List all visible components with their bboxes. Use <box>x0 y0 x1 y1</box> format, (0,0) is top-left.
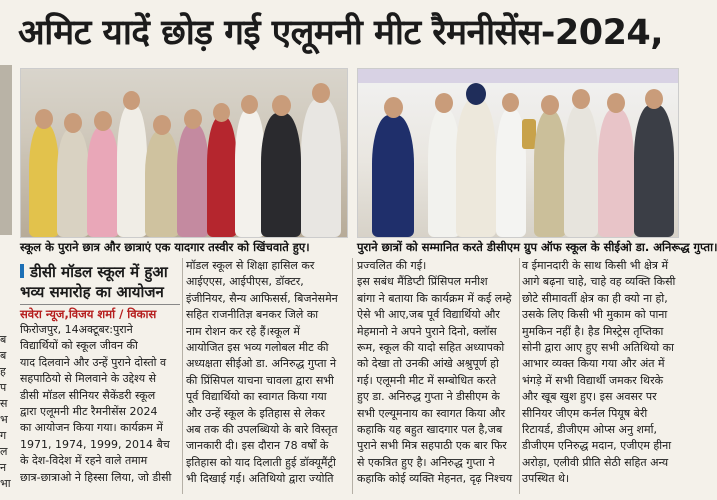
adjacent-text-line: ल <box>0 445 8 458</box>
article-line: कहाकि कोई व्यक्ति मेहनत, दृढ़ निश्चय <box>357 472 513 486</box>
article-line: द्वारा एलूमनी मीट रैमनीसेंस 2024 <box>20 405 158 419</box>
article-line: मुमकिन नहीं है। हैड मिस्ट्रेस तृप्तिका <box>522 324 664 338</box>
felicitation-photo <box>357 68 679 238</box>
article-line: उपस्थित थे। <box>522 472 570 486</box>
adjacent-text-line: स <box>0 397 8 410</box>
adjacent-text-line: ब <box>0 333 7 346</box>
article-line: और खूब खुश हुए। इस अवसर पर <box>522 390 657 404</box>
article-line: अब तक की उपलब्धियो के बारे विस्तृत <box>186 423 338 437</box>
article-column-2 <box>186 258 348 488</box>
accent-bar <box>20 264 24 278</box>
article-line: मेहमानो ने अपने पुराने दिनो, क्लॉस <box>357 324 497 338</box>
adjacent-text-line: भा <box>0 477 11 490</box>
article-line: नाम रोशन कर रहे हैं।स्कूल में <box>186 324 301 338</box>
article-line: इस सबंध मैंडिप्टी प्रिंसिपल मनीश <box>357 275 488 289</box>
subheading-line-2: भव्य समारोह का आयोजन <box>20 283 164 301</box>
article-line: पूर्व विद्यार्थियो का स्वागत किया गया <box>186 390 327 404</box>
article-line: गई। एलूमनी मीट में सम्बोधित करते <box>357 373 497 387</box>
adjacent-text-line: ग <box>0 429 7 442</box>
article-line: रिटायर्ड, डीजीएम ओप्स अनु शर्मा, <box>522 423 657 437</box>
adjacent-text-line: ह <box>0 365 6 378</box>
column-rule <box>519 258 520 494</box>
article-line: पुराने सभी मित्र सहपाठी एक बार फिर <box>357 439 507 453</box>
article-line: छोटे सीमावर्ती क्षेत्र का ही क्यो ना हो, <box>522 291 668 305</box>
article-line: सहित राजनीतिज्ञ बनकर जिले का <box>186 308 319 322</box>
article-line: और उन्हें स्कूल के इतिहास से लेकर <box>186 406 326 420</box>
article-line: अध्यक्षता सीईओ डा. अनिरुद्ध गुप्ता ने <box>186 357 337 371</box>
subheading-divider <box>20 304 180 305</box>
article-line: ऐसे भी आए,जब पूर्व विद्यार्थियो और <box>357 308 500 322</box>
article-line: कहाकि यह बहुत खादगार पल है,जब <box>357 423 503 437</box>
article-column-1 <box>20 322 180 486</box>
column-rule <box>182 258 183 494</box>
article-line: से एकत्रित हुए है। अनिरुद्ध गुप्ता ने <box>357 455 495 469</box>
article-line: फिरोजपुर, 14अक्टूबर:पुराने <box>20 323 133 336</box>
article-line: रूम, स्कूल की यादो सहित अध्यापको <box>357 341 505 355</box>
article-line: याद दिलवाने और उन्हें पुराने दोस्तो व <box>20 355 167 369</box>
photo-caption-right: पुराने छात्रों को सम्मानित करते डीसीएम ग्रुप ऑफ स्कूल के सीईओ डा. अनिरूद्ध गुप्ता। <box>357 240 717 254</box>
article-line: उसके लिए किसी भी मुकाम को पाना <box>522 308 668 322</box>
article-line: के देश-विदेश में रहने वाले तमाम <box>20 454 148 468</box>
photo-caption-left: स्कूल के पुराने छात्र और छात्राएं एक यादगार तस्वीर को खिंचवाते हुए। <box>20 240 310 254</box>
adjacent-text-line: भ <box>0 413 8 426</box>
article-line: आभार व्यक्त किया गया और अंत में <box>522 357 665 371</box>
article-line: इंजीनियर, सैन्य आफिसर्स, बिजनेसमेन <box>186 291 338 305</box>
adjacent-text-line: न <box>0 461 7 474</box>
article-line: विद्यार्थियों को स्कूल जीवन की <box>20 339 138 353</box>
group-photo-alumni <box>20 68 348 238</box>
article-line: इतिहास को याद दिलाती हुई डॉक्यूमैंट्री <box>186 455 336 469</box>
column-rule <box>352 258 353 494</box>
article-line: छात्र-छात्राओ ने हिस्सा लिया, जो डीसी <box>20 470 172 484</box>
adjacent-article-strip <box>0 60 12 500</box>
article-line: आगे बढ़ना चाहे, चाहे वह व्यक्ति किसी <box>522 275 676 289</box>
article-line: मॉडल स्कूल से शिक्षा हासिल कर <box>186 259 315 272</box>
article-line: सीनियर जीएम कर्नल पियूष बेरी <box>522 406 648 420</box>
article-column-3 <box>357 258 517 488</box>
article-line: 1971, 1974, 1999, 2014 बैच <box>20 437 170 451</box>
article-line: की प्रिंसिपल याचना चावला द्वारा सभी <box>186 373 334 387</box>
article-line: को देखा तो उनकी आंखे अश्रुपूर्ण हो <box>357 357 499 371</box>
headline: अमिट यादें छोड़ गई एलूमनी मीट रैमनीसेंस-2024, <box>18 13 664 53</box>
article-line: जानकारी दी। इस दौरान 78 वर्षों के <box>186 439 329 453</box>
article-line: प्रज्वलित की गई। <box>357 259 427 272</box>
article-line: बांगा ने बताया कि कार्यक्रम में कई लम्हे <box>357 291 512 305</box>
byline: सवेरा न्यूज,विजय शर्मा / विकास <box>20 307 157 321</box>
article-line: भी दिखाई गई। अतिथियो द्वारा ज्योति <box>186 472 334 486</box>
subheading-line-1: डीसी मॉडल स्कूल में हुआ <box>30 263 168 281</box>
article-line: सोनी द्वारा आए हुए सभी अतिथियो का <box>522 341 674 355</box>
article-line: आयोजित इस भव्य गलोबल मीट की <box>186 341 329 355</box>
article-line: आईएएस, आईपीएस, डॉक्टर, <box>186 275 304 289</box>
adjacent-text-line: ब <box>0 349 7 362</box>
article-column-4 <box>522 258 682 488</box>
adjacent-text <box>0 332 12 492</box>
article-line: अरोड़ा, एलीवी प्रीति सेठी सहित अन्य <box>522 455 669 469</box>
article-line: का आयोजन किया गया। कार्यक्रम में <box>20 421 163 435</box>
article-line: सभी एल्यूमनाय का स्वागत किया और <box>357 406 506 420</box>
article-line: हुए डा. अनिरुद्ध गुप्ता ने डीसीएम के <box>357 390 500 404</box>
article-line: भंगड़े में सभी विद्यार्थी जमकर थिरके <box>522 373 664 387</box>
article-line: सहपाठियो से मिलवाने के उद्देश्य से <box>20 372 157 386</box>
adjacent-photo <box>0 65 12 235</box>
article-line: डीसी मॉडल सीनियर सैकेंडरी स्कूल <box>20 388 156 402</box>
subheading <box>20 262 180 302</box>
article-line: व ईमानदारी के साथ किसी भी क्षेत्र में <box>522 259 669 272</box>
article-line: डीजीएम एनिरुद्ध मदान, एजीएम हीना <box>522 439 672 453</box>
adjacent-text-line: प <box>0 381 7 394</box>
